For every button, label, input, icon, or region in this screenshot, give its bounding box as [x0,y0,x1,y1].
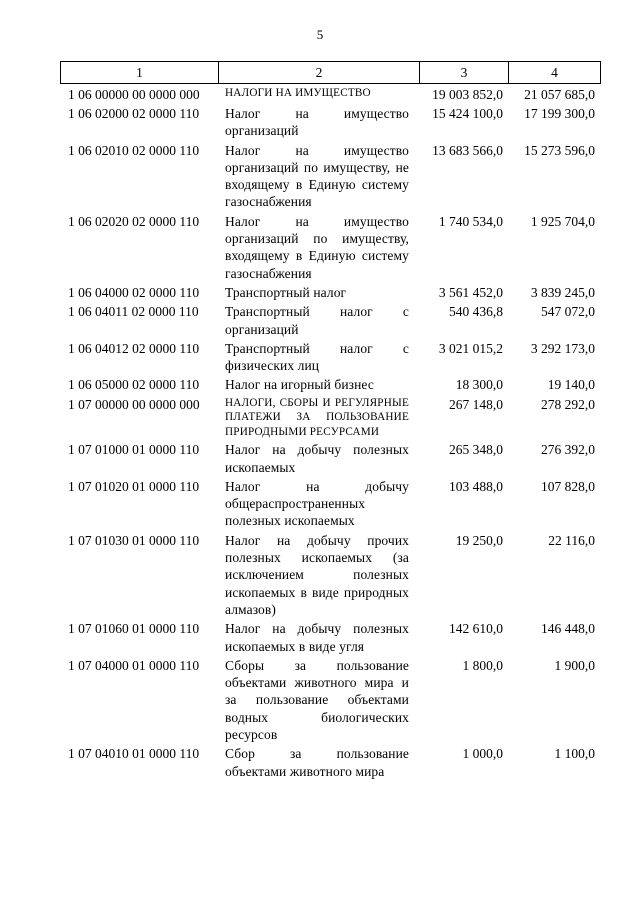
table-row [60,142,600,211]
row-code: 1 07 01030 01 0000 110 [68,532,200,548]
row-value-col4: 15 273 596,0 [524,142,595,158]
row-name: Налог на имущество организаций по имуществу, не входящему в Единую систему газоснабжения [225,142,409,210]
row-code: 1 06 00000 00 0000 000 [68,87,200,102]
page-number: 5 [316,27,324,42]
row-code: 1 07 04000 01 0000 110 [68,657,200,673]
column-header-table [60,61,601,84]
row-name: Налог на добычу прочих полезных ископаемых (за исключением полезных ископаемых в виде природных алмазов) [225,532,409,617]
row-name: Налог на имущество организаций [225,106,409,139]
row-name: Транспортный налог с организаций [225,304,409,337]
table-row [60,441,600,476]
row-value-col4: 3 839 245,0 [530,284,595,300]
row-value-col3: 1 800,0 [462,657,503,673]
table-row [60,376,600,393]
row-name: Налог на игорный бизнес [225,377,374,393]
row-code: 1 07 01060 01 0000 110 [68,621,200,637]
row-code: 1 07 01020 01 0000 110 [68,478,200,494]
row-code: 1 06 04000 02 0000 110 [68,284,200,300]
row-value-col3: 1 000,0 [462,746,503,762]
row-code: 1 06 02020 02 0000 110 [68,213,200,229]
row-value-col4: 547 072,0 [541,304,595,320]
header-col-3: 3 [420,62,509,84]
row-value-col4: 19 140,0 [547,377,595,393]
table-row [60,478,600,530]
row-code: 1 06 04012 02 0000 110 [68,340,200,356]
row-name: Налог на имущество организаций по имуществу, входящему в Единую систему газоснабжения [225,213,409,281]
row-code: 1 07 01000 01 0000 110 [68,442,200,458]
header-col-4: 4 [509,62,601,84]
row-code: 1 06 02000 02 0000 110 [68,106,200,121]
row-name: Налог на добычу полезных ископаемых [225,442,409,475]
header-col-2: 2 [219,62,420,84]
row-name: Налог на добычу общераспространенных полезных ископаемых [225,478,409,529]
row-code: 1 06 02010 02 0000 110 [68,142,200,158]
row-name: Транспортный налог с физических лиц [225,340,409,374]
table-row [60,105,600,140]
table-row [60,340,600,375]
row-value-col3: 19 250,0 [455,532,503,548]
table-row [60,745,600,780]
row-value-col4: 276 392,0 [541,442,595,458]
table-row [60,213,600,282]
row-value-col3: 103 488,0 [449,478,503,494]
row-value-col3: 18 300,0 [455,377,503,393]
row-value-col3: 267 148,0 [449,396,503,412]
table-body [60,86,600,782]
row-value-col3: 265 348,0 [449,442,503,458]
row-name: Сборы за пользование объектами животного мира и за пользование объектами водных биологических ресурсов [225,657,409,742]
row-code: 1 07 04010 01 0000 110 [68,746,200,762]
row-value-col3: 3 021 015,2 [438,340,503,356]
row-code: 1 06 05000 02 0000 110 [68,377,200,393]
row-name: Транспортный налог [225,284,347,300]
table-row [60,303,600,338]
row-value-col4: 22 116,0 [548,532,595,548]
row-value-col3: 142 610,0 [449,621,503,637]
row-value-col4: 107 828,0 [541,478,595,494]
header-row [61,62,601,84]
row-name: НАЛОГИ НА ИМУЩЕСТВО [225,87,371,99]
row-value-col3: 1 740 534,0 [438,213,503,229]
row-value-col3: 540 436,8 [449,304,503,320]
row-code: 1 07 00000 00 0000 000 [68,396,200,412]
row-value-col3: 3 561 452,0 [438,284,503,300]
row-value-col4: 17 199 300,0 [524,106,595,121]
row-value-col4: 278 292,0 [541,396,595,412]
row-value-col4: 21 057 685,0 [524,87,595,102]
row-value-col4: 3 292 173,0 [530,340,595,356]
table-row [60,620,600,655]
row-value-col4: 146 448,0 [541,621,595,637]
row-value-col4: 1 925 704,0 [530,213,595,229]
table-row [60,532,600,618]
table-row [60,657,600,743]
row-value-col3: 19 003 852,0 [432,87,503,102]
row-name: НАЛОГИ, СБОРЫ И РЕГУЛЯРНЫЕ ПЛАТЕЖИ ЗА ПОЛЬЗОВАНИЕ ПРИРОДНЫМИ РЕСУРСАМИ [225,396,409,438]
table-row [60,284,600,301]
row-value-col3: 15 424 100,0 [432,106,503,121]
row-code: 1 06 04011 02 0000 110 [68,304,199,320]
row-value-col4: 1 100,0 [554,746,595,762]
table-row [60,396,600,440]
row-value-col3: 13 683 566,0 [432,142,503,158]
header-col-1: 1 [61,62,219,84]
row-value-col4: 1 900,0 [554,657,595,673]
row-name: Налог на добычу полезных ископаемых в виде угля [225,621,409,654]
table-row [60,86,600,103]
row-name: Сбор за пользование объектами животного мира [225,746,409,779]
